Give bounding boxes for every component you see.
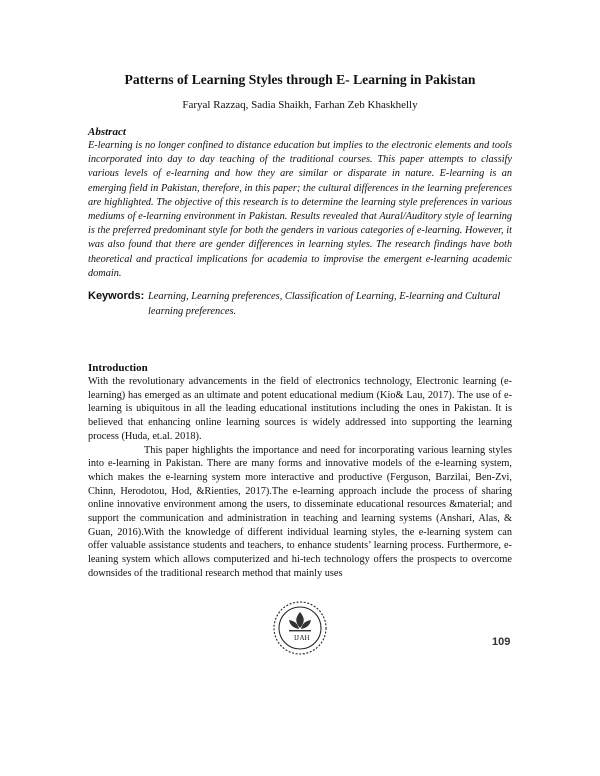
journal-logo [272,600,328,656]
logo-text-right: AH [299,634,310,642]
keywords-text: Learning, Learning preferences, Classification of Learning, E-learning and Cultural learning preferences. [148,291,501,317]
paper-authors: Faryal Razzaq, Sadia Shaikh, Farhan Zeb Khaskhelly [182,99,418,111]
keywords-block [88,289,518,319]
intro-paragraph-2: This paper highlights the importance and need for incorporating various learning styles into e-learning in Pakistan. There are many forms and innovative models of the e-learning system, which makes the e-learning system more interactive and productive (Ferguson, Barzilai, Ben-Zvi, Chinn, Herodotou, Hod, &Rienties, 2017).The e-learning approach include the process of sharing online innovative environment among the users, to disseminate educational resources &material; and support the communication and administration in teaching and learning systems (Anshari, Alas, & Guan, 2016).With the knowledge of different individual learning styles, the e-learning system can offer valuable assistance students and teachers, to enhance students’ learning process. Furthermore, e-leaning system which allows computerized and hi-tech technology offers the prospects to overcome downsides of the traditional research method that mainly uses [88,444,512,579]
paper-title: Patterns of Learning Styles through E- Learning in Pakistan [124,72,476,87]
introduction-body [88,375,512,581]
intro-paragraph-1: With the revolutionary advancements in the field of electronics technology, Electronic learning (e-learning) has emerged as an ultimate and potent educational medium (Kio& Lau, 2017). The use of e-learning is ubiquitous in all the leading educational institutions including the ones in Pakistan. It is believed that enhancing online learning sources is widely addressed into supporting the learning process (Huda, et.al. 2018). [88,376,512,442]
abstract-text: E-learning is no longer confined to distance education but implies to the electronic elements and tools incorporated into day to day teaching of the traditional courses. This paper attempts to classify various levels of e-learning and how they are similar or disparate in nature. E-learning is an emerging field in Pakistan, therefore, in this paper; the cultural differences in the learning preferences are highlighted. The objective of this research is to determine the learning style preferences in various mediums of e-learning environment in Pakistan. Results revealed that Aural/Auditory style of learning is the preferred predominant style for both the genders in various categories of e-learning. However, it was also found that there are gender differences in learning styles. The research findings have both theoretical and practical implications for academia to improvise the emergent e-learning academic domain. [88,140,512,279]
keywords-label: Keywords: [88,290,145,302]
abstract-heading: Abstract [88,126,126,138]
page-number: 109 [492,636,511,648]
introduction-heading: Introduction [88,362,148,374]
logo-text-left: IJ [293,634,300,642]
